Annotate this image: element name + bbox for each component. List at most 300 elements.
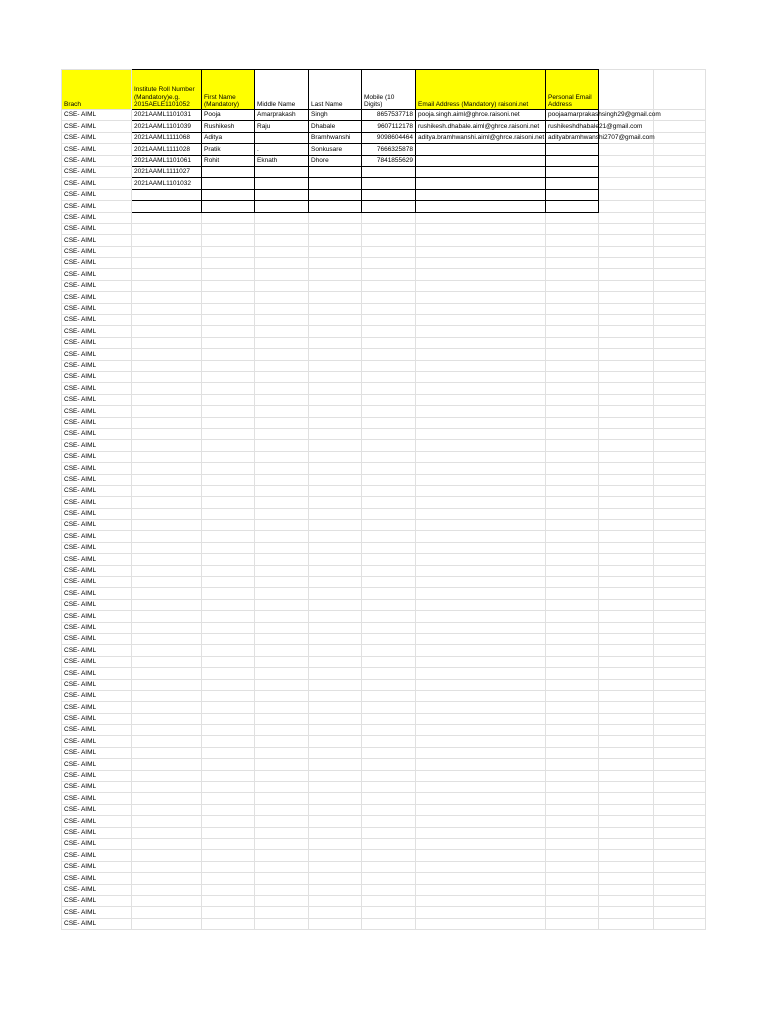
cell-branch[interactable]: CSE- AIML: [62, 679, 132, 690]
cell-empty[interactable]: [416, 645, 546, 656]
header-cell-personal-email[interactable]: Personal Email Address: [546, 70, 599, 110]
cell-empty[interactable]: [255, 839, 309, 850]
cell-empty[interactable]: [654, 326, 706, 337]
cell-empty[interactable]: [654, 759, 706, 770]
cell-empty[interactable]: [362, 861, 416, 872]
cell-empty[interactable]: [599, 850, 654, 861]
cell-empty[interactable]: [309, 599, 362, 610]
cell-empty[interactable]: [599, 725, 654, 736]
cell-empty[interactable]: [654, 485, 706, 496]
cell-empty[interactable]: [309, 497, 362, 508]
cell-empty[interactable]: [654, 599, 706, 610]
cell-empty[interactable]: [654, 542, 706, 553]
cell-empty[interactable]: [546, 280, 599, 291]
cell-empty[interactable]: [202, 759, 255, 770]
cell-empty[interactable]: [202, 280, 255, 291]
cell-empty[interactable]: [132, 690, 202, 701]
cell-empty[interactable]: [255, 793, 309, 804]
cell-empty[interactable]: [309, 269, 362, 280]
cell-empty[interactable]: [255, 326, 309, 337]
cell-empty[interactable]: [132, 554, 202, 565]
cell-empty[interactable]: [309, 360, 362, 371]
cell-empty[interactable]: [202, 326, 255, 337]
cell-personal-email[interactable]: [546, 178, 599, 189]
cell-empty[interactable]: [132, 565, 202, 576]
cell-email[interactable]: [416, 189, 546, 200]
cell-branch[interactable]: CSE- AIML: [62, 508, 132, 519]
cell-empty[interactable]: [309, 337, 362, 348]
cell-empty[interactable]: [362, 884, 416, 895]
cell-last-name[interactable]: Dhore: [309, 155, 362, 166]
cell-empty[interactable]: [654, 201, 706, 212]
cell-empty[interactable]: [599, 599, 654, 610]
cell-branch[interactable]: CSE- AIML: [62, 873, 132, 884]
cell-empty[interactable]: [309, 246, 362, 257]
cell-empty[interactable]: [654, 690, 706, 701]
cell-empty[interactable]: [599, 884, 654, 895]
cell-empty[interactable]: [362, 816, 416, 827]
cell-empty[interactable]: [202, 258, 255, 269]
cell-empty[interactable]: [546, 918, 599, 929]
cell-empty[interactable]: [362, 839, 416, 850]
cell-branch[interactable]: CSE- AIML: [62, 201, 132, 212]
cell-roll-number[interactable]: 2021AAML1101061: [132, 155, 202, 166]
cell-empty[interactable]: [362, 588, 416, 599]
cell-empty[interactable]: [599, 759, 654, 770]
cell-empty[interactable]: [255, 577, 309, 588]
cell-empty[interactable]: [202, 554, 255, 565]
cell-empty[interactable]: [362, 565, 416, 576]
cell-empty[interactable]: [599, 144, 654, 155]
cell-branch[interactable]: CSE- AIML: [62, 360, 132, 371]
cell-empty[interactable]: [654, 508, 706, 519]
cell-empty[interactable]: [255, 827, 309, 838]
cell-empty[interactable]: [132, 747, 202, 758]
cell-roll-number[interactable]: 2021AAML1101032: [132, 178, 202, 189]
cell-roll-number[interactable]: [132, 189, 202, 200]
cell-empty[interactable]: [132, 326, 202, 337]
cell-empty[interactable]: [309, 292, 362, 303]
cell-branch[interactable]: CSE- AIML: [62, 918, 132, 929]
cell-empty[interactable]: [546, 235, 599, 246]
cell-branch[interactable]: CSE- AIML: [62, 895, 132, 906]
header-cell-email[interactable]: Email Address (Mandatory) raisoni.net: [416, 70, 546, 110]
cell-roll-number[interactable]: [132, 201, 202, 212]
cell-empty[interactable]: [416, 702, 546, 713]
cell-empty[interactable]: [654, 223, 706, 234]
cell-empty[interactable]: [654, 440, 706, 451]
cell-empty[interactable]: [202, 303, 255, 314]
cell-empty[interactable]: [309, 668, 362, 679]
cell-empty[interactable]: [255, 440, 309, 451]
cell-last-name[interactable]: [309, 178, 362, 189]
cell-empty[interactable]: [202, 907, 255, 918]
header-cell-mobile[interactable]: Mobile (10 Digits): [362, 70, 416, 110]
cell-empty[interactable]: [309, 759, 362, 770]
cell-empty[interactable]: [599, 770, 654, 781]
cell-empty[interactable]: [202, 782, 255, 793]
cell-empty[interactable]: [599, 622, 654, 633]
cell-empty[interactable]: [416, 816, 546, 827]
cell-empty[interactable]: [546, 702, 599, 713]
cell-empty[interactable]: [202, 702, 255, 713]
cell-empty[interactable]: [654, 360, 706, 371]
cell-empty[interactable]: [416, 895, 546, 906]
cell-empty[interactable]: [202, 839, 255, 850]
cell-empty[interactable]: [599, 702, 654, 713]
cell-empty[interactable]: [255, 337, 309, 348]
cell-empty[interactable]: [416, 554, 546, 565]
cell-empty[interactable]: [599, 406, 654, 417]
cell-empty[interactable]: [546, 451, 599, 462]
cell-empty[interactable]: [362, 280, 416, 291]
cell-empty[interactable]: [599, 451, 654, 462]
cell-empty[interactable]: [546, 542, 599, 553]
cell-empty[interactable]: [546, 793, 599, 804]
cell-branch[interactable]: CSE- AIML: [62, 269, 132, 280]
cell-empty[interactable]: [132, 827, 202, 838]
cell-empty[interactable]: [362, 383, 416, 394]
cell-empty[interactable]: [654, 725, 706, 736]
cell-empty[interactable]: [202, 451, 255, 462]
cell-email[interactable]: [416, 178, 546, 189]
cell-empty[interactable]: [654, 121, 706, 132]
cell-empty[interactable]: [255, 599, 309, 610]
cell-empty[interactable]: [416, 394, 546, 405]
cell-branch[interactable]: CSE- AIML: [62, 816, 132, 827]
cell-empty[interactable]: [202, 315, 255, 326]
cell-empty[interactable]: [599, 804, 654, 815]
cell-empty[interactable]: [309, 793, 362, 804]
cell-empty[interactable]: [132, 850, 202, 861]
cell-empty[interactable]: [255, 884, 309, 895]
cell-empty[interactable]: [416, 349, 546, 360]
cell-first-name[interactable]: [202, 166, 255, 177]
cell-empty[interactable]: [309, 474, 362, 485]
cell-empty[interactable]: [202, 884, 255, 895]
cell-empty[interactable]: [255, 633, 309, 644]
cell-empty[interactable]: [546, 463, 599, 474]
cell-empty[interactable]: [654, 337, 706, 348]
cell-empty[interactable]: [132, 542, 202, 553]
cell-empty[interactable]: [362, 428, 416, 439]
cell-empty[interactable]: [546, 713, 599, 724]
cell-empty[interactable]: [255, 782, 309, 793]
cell-empty[interactable]: [255, 212, 309, 223]
cell-empty[interactable]: [362, 599, 416, 610]
cell-mobile[interactable]: 8657537718: [362, 110, 416, 121]
cell-empty[interactable]: [599, 690, 654, 701]
cell-first-name[interactable]: Pratik: [202, 144, 255, 155]
cell-empty[interactable]: [546, 485, 599, 496]
cell-empty[interactable]: [546, 679, 599, 690]
cell-empty[interactable]: [362, 645, 416, 656]
cell-empty[interactable]: [309, 782, 362, 793]
cell-empty[interactable]: [132, 656, 202, 667]
cell-empty[interactable]: [546, 417, 599, 428]
cell-branch[interactable]: CSE- AIML: [62, 702, 132, 713]
cell-empty[interactable]: [309, 850, 362, 861]
cell-last-name[interactable]: [309, 166, 362, 177]
cell-empty[interactable]: [546, 656, 599, 667]
cell-empty[interactable]: [309, 611, 362, 622]
cell-empty[interactable]: [546, 246, 599, 257]
cell-empty[interactable]: [362, 747, 416, 758]
cell-empty[interactable]: [132, 349, 202, 360]
cell-empty[interactable]: [202, 497, 255, 508]
cell-branch[interactable]: CSE- AIML: [62, 315, 132, 326]
cell-empty[interactable]: [599, 508, 654, 519]
cell-empty[interactable]: [362, 793, 416, 804]
cell-empty[interactable]: [309, 713, 362, 724]
cell-empty[interactable]: [132, 782, 202, 793]
cell-empty[interactable]: [599, 918, 654, 929]
cell-empty[interactable]: [599, 485, 654, 496]
cell-empty[interactable]: [546, 315, 599, 326]
cell-empty[interactable]: [132, 839, 202, 850]
cell-empty[interactable]: [202, 577, 255, 588]
cell-empty[interactable]: [362, 702, 416, 713]
cell-branch[interactable]: CSE- AIML: [62, 303, 132, 314]
cell-empty[interactable]: [309, 463, 362, 474]
cell-empty[interactable]: [416, 223, 546, 234]
cell-empty[interactable]: [255, 850, 309, 861]
cell-empty[interactable]: [132, 804, 202, 815]
cell-empty[interactable]: [546, 531, 599, 542]
cell-branch[interactable]: CSE- AIML: [62, 121, 132, 132]
cell-empty[interactable]: [654, 246, 706, 257]
cell-empty[interactable]: [132, 451, 202, 462]
cell-empty[interactable]: [255, 520, 309, 531]
cell-empty[interactable]: [599, 577, 654, 588]
cell-middle-name[interactable]: Eknath: [255, 155, 309, 166]
cell-empty[interactable]: [309, 577, 362, 588]
cell-last-name[interactable]: [309, 189, 362, 200]
cell-email[interactable]: rushikesh.dhabale.aiml@ghrce.raisoni.net: [416, 121, 546, 132]
cell-mobile[interactable]: 9098604464: [362, 132, 416, 143]
cell-empty[interactable]: [202, 337, 255, 348]
cell-branch[interactable]: CSE- AIML: [62, 656, 132, 667]
cell-empty[interactable]: [654, 417, 706, 428]
cell-empty[interactable]: [362, 725, 416, 736]
cell-empty[interactable]: [654, 132, 706, 143]
cell-empty[interactable]: [309, 428, 362, 439]
cell-empty[interactable]: [362, 759, 416, 770]
cell-empty[interactable]: [599, 520, 654, 531]
cell-empty[interactable]: [654, 907, 706, 918]
cell-empty[interactable]: [599, 611, 654, 622]
cell-empty[interactable]: [654, 577, 706, 588]
cell-empty[interactable]: [362, 622, 416, 633]
cell-empty[interactable]: [132, 918, 202, 929]
cell-branch[interactable]: CSE- AIML: [62, 782, 132, 793]
cell-empty[interactable]: [309, 747, 362, 758]
cell-empty[interactable]: [416, 793, 546, 804]
cell-empty[interactable]: [546, 360, 599, 371]
cell-empty[interactable]: [599, 280, 654, 291]
cell-empty[interactable]: [202, 770, 255, 781]
cell-empty[interactable]: [202, 428, 255, 439]
cell-empty[interactable]: [416, 565, 546, 576]
header-cell-empty[interactable]: [599, 70, 654, 110]
cell-empty[interactable]: [255, 816, 309, 827]
cell-empty[interactable]: [654, 918, 706, 929]
cell-first-name[interactable]: Aditya: [202, 132, 255, 143]
cell-empty[interactable]: [416, 611, 546, 622]
cell-empty[interactable]: [309, 303, 362, 314]
cell-empty[interactable]: [599, 315, 654, 326]
cell-empty[interactable]: [599, 474, 654, 485]
cell-empty[interactable]: [599, 201, 654, 212]
cell-empty[interactable]: [255, 269, 309, 280]
cell-empty[interactable]: [132, 770, 202, 781]
cell-empty[interactable]: [255, 451, 309, 462]
cell-roll-number[interactable]: 2021AAML1111028: [132, 144, 202, 155]
cell-empty[interactable]: [654, 280, 706, 291]
cell-empty[interactable]: [599, 497, 654, 508]
cell-empty[interactable]: [546, 804, 599, 815]
cell-empty[interactable]: [362, 656, 416, 667]
cell-empty[interactable]: [599, 531, 654, 542]
cell-empty[interactable]: [362, 258, 416, 269]
cell-empty[interactable]: [202, 713, 255, 724]
cell-empty[interactable]: [309, 861, 362, 872]
cell-empty[interactable]: [416, 383, 546, 394]
cell-empty[interactable]: [309, 394, 362, 405]
cell-empty[interactable]: [362, 508, 416, 519]
cell-branch[interactable]: CSE- AIML: [62, 371, 132, 382]
cell-empty[interactable]: [255, 280, 309, 291]
cell-branch[interactable]: CSE- AIML: [62, 759, 132, 770]
cell-mobile[interactable]: [362, 178, 416, 189]
cell-empty[interactable]: [309, 645, 362, 656]
cell-empty[interactable]: [202, 463, 255, 474]
cell-empty[interactable]: [132, 633, 202, 644]
header-cell-branch[interactable]: Brach: [62, 70, 132, 110]
cell-empty[interactable]: [416, 770, 546, 781]
cell-empty[interactable]: [654, 850, 706, 861]
cell-branch[interactable]: CSE- AIML: [62, 155, 132, 166]
cell-empty[interactable]: [309, 895, 362, 906]
cell-empty[interactable]: [416, 406, 546, 417]
cell-empty[interactable]: [654, 212, 706, 223]
cell-empty[interactable]: [654, 645, 706, 656]
cell-empty[interactable]: [654, 679, 706, 690]
cell-personal-email[interactable]: adityabramhwanshi2707@gmail.com: [546, 132, 599, 143]
cell-empty[interactable]: [546, 326, 599, 337]
cell-empty[interactable]: [362, 520, 416, 531]
cell-empty[interactable]: [362, 406, 416, 417]
cell-branch[interactable]: CSE- AIML: [62, 178, 132, 189]
cell-empty[interactable]: [255, 770, 309, 781]
cell-empty[interactable]: [202, 508, 255, 519]
cell-branch[interactable]: CSE- AIML: [62, 280, 132, 291]
cell-empty[interactable]: [202, 565, 255, 576]
cell-empty[interactable]: [202, 793, 255, 804]
cell-empty[interactable]: [546, 258, 599, 269]
cell-empty[interactable]: [362, 577, 416, 588]
cell-empty[interactable]: [599, 246, 654, 257]
cell-empty[interactable]: [599, 679, 654, 690]
cell-empty[interactable]: [202, 816, 255, 827]
cell-empty[interactable]: [255, 690, 309, 701]
cell-empty[interactable]: [546, 782, 599, 793]
cell-empty[interactable]: [546, 269, 599, 280]
cell-empty[interactable]: [416, 360, 546, 371]
cell-empty[interactable]: [416, 451, 546, 462]
cell-empty[interactable]: [362, 223, 416, 234]
cell-empty[interactable]: [362, 212, 416, 223]
cell-empty[interactable]: [416, 440, 546, 451]
cell-empty[interactable]: [362, 394, 416, 405]
cell-empty[interactable]: [255, 679, 309, 690]
cell-empty[interactable]: [255, 485, 309, 496]
cell-empty[interactable]: [546, 645, 599, 656]
cell-branch[interactable]: CSE- AIML: [62, 793, 132, 804]
cell-empty[interactable]: [599, 633, 654, 644]
cell-empty[interactable]: [416, 326, 546, 337]
cell-branch[interactable]: CSE- AIML: [62, 839, 132, 850]
cell-empty[interactable]: [599, 269, 654, 280]
cell-empty[interactable]: [132, 702, 202, 713]
cell-empty[interactable]: [362, 690, 416, 701]
cell-email[interactable]: [416, 155, 546, 166]
cell-branch[interactable]: CSE- AIML: [62, 770, 132, 781]
cell-empty[interactable]: [132, 269, 202, 280]
cell-empty[interactable]: [416, 918, 546, 929]
cell-branch[interactable]: CSE- AIML: [62, 827, 132, 838]
cell-empty[interactable]: [132, 371, 202, 382]
cell-empty[interactable]: [255, 873, 309, 884]
cell-empty[interactable]: [416, 520, 546, 531]
cell-empty[interactable]: [132, 508, 202, 519]
cell-empty[interactable]: [255, 508, 309, 519]
cell-empty[interactable]: [202, 622, 255, 633]
cell-empty[interactable]: [416, 656, 546, 667]
cell-empty[interactable]: [309, 440, 362, 451]
cell-branch[interactable]: CSE- AIML: [62, 235, 132, 246]
cell-mobile[interactable]: 7666325878: [362, 144, 416, 155]
cell-empty[interactable]: [309, 656, 362, 667]
cell-empty[interactable]: [416, 303, 546, 314]
cell-empty[interactable]: [362, 668, 416, 679]
cell-empty[interactable]: [654, 497, 706, 508]
cell-empty[interactable]: [362, 918, 416, 929]
cell-empty[interactable]: [132, 315, 202, 326]
cell-empty[interactable]: [416, 235, 546, 246]
cell-empty[interactable]: [546, 428, 599, 439]
cell-empty[interactable]: [546, 690, 599, 701]
cell-branch[interactable]: CSE- AIML: [62, 747, 132, 758]
cell-branch[interactable]: CSE- AIML: [62, 804, 132, 815]
cell-personal-email[interactable]: poojaamarprakashsingh29@gmail.com: [546, 110, 599, 121]
cell-mobile[interactable]: [362, 189, 416, 200]
cell-empty[interactable]: [416, 633, 546, 644]
cell-empty[interactable]: [202, 656, 255, 667]
cell-empty[interactable]: [309, 622, 362, 633]
cell-empty[interactable]: [362, 371, 416, 382]
cell-empty[interactable]: [309, 383, 362, 394]
cell-empty[interactable]: [416, 713, 546, 724]
cell-empty[interactable]: [654, 827, 706, 838]
cell-empty[interactable]: [362, 713, 416, 724]
cell-empty[interactable]: [255, 349, 309, 360]
cell-last-name[interactable]: [309, 201, 362, 212]
cell-empty[interactable]: [599, 235, 654, 246]
cell-empty[interactable]: [599, 907, 654, 918]
cell-middle-name[interactable]: [255, 189, 309, 200]
cell-middle-name[interactable]: Raju: [255, 121, 309, 132]
